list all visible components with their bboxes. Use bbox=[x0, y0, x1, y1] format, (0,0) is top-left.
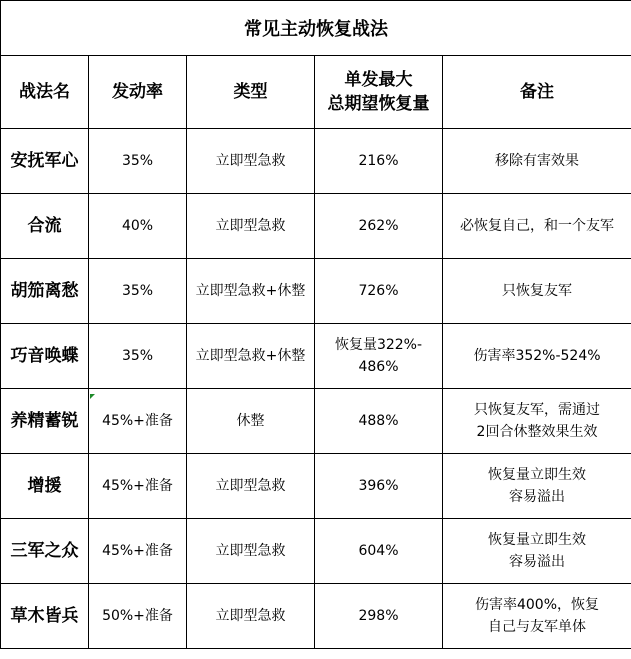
cell-type: 立即型急救 bbox=[187, 129, 315, 194]
table-row bbox=[1, 259, 631, 324]
cell-tactic-name: 合流 bbox=[1, 194, 89, 259]
cell-trigger-rate: 35% bbox=[89, 324, 187, 389]
cell-trigger-rate: 45%+准备 bbox=[89, 389, 187, 454]
cell-type: 立即型急救+休整 bbox=[187, 324, 315, 389]
header-notes: 备注 bbox=[443, 56, 631, 129]
cell-note: 必恢复自己，和一个友军 bbox=[443, 194, 631, 259]
cell-max-recovery: 262% bbox=[315, 194, 443, 259]
header-type: 类型 bbox=[187, 56, 315, 129]
cell-note: 伤害率400%，恢复 自己与友军单体 bbox=[443, 584, 631, 649]
cell-trigger-rate: 45%+准备 bbox=[89, 454, 187, 519]
cell-tactic-name: 增援 bbox=[1, 454, 89, 519]
cell-type: 立即型急救 bbox=[187, 584, 315, 649]
cell-type: 立即型急救+休整 bbox=[187, 259, 315, 324]
table-title: 常见主动恢复战法 bbox=[1, 1, 631, 56]
cell-max-recovery: 216% bbox=[315, 129, 443, 194]
cell-type: 立即型急救 bbox=[187, 194, 315, 259]
table-row bbox=[1, 584, 631, 649]
table-row bbox=[1, 519, 631, 584]
cell-tactic-name: 养精蓄锐 bbox=[1, 389, 89, 454]
cell-trigger-rate: 45%+准备 bbox=[89, 519, 187, 584]
table-row bbox=[1, 194, 631, 259]
cell-note: 只恢复友军，需通过 2回合休整效果生效 bbox=[443, 389, 631, 454]
cell-tactic-name: 巧音唤蝶 bbox=[1, 324, 89, 389]
table-row bbox=[1, 324, 631, 389]
cell-tactic-name: 胡笳离愁 bbox=[1, 259, 89, 324]
cell-comment-marker bbox=[90, 394, 95, 399]
cell-max-recovery: 604% bbox=[315, 519, 443, 584]
header-trigger-rate: 发动率 bbox=[89, 56, 187, 129]
header-row bbox=[1, 56, 631, 129]
cell-max-recovery: 恢复量322%- 486% bbox=[315, 324, 443, 389]
title-row bbox=[1, 1, 631, 56]
cell-trigger-rate: 40% bbox=[89, 194, 187, 259]
cell-max-recovery: 396% bbox=[315, 454, 443, 519]
cell-note: 只恢复友军 bbox=[443, 259, 631, 324]
cell-max-recovery: 726% bbox=[315, 259, 443, 324]
table-row bbox=[1, 129, 631, 194]
cell-max-recovery: 488% bbox=[315, 389, 443, 454]
cell-tactic-name: 安抚军心 bbox=[1, 129, 89, 194]
header-tactic-name: 战法名 bbox=[1, 56, 89, 129]
cell-tactic-name: 草木皆兵 bbox=[1, 584, 89, 649]
cell-type: 休整 bbox=[187, 389, 315, 454]
header-max-recovery: 单发最大 总期望恢复量 bbox=[315, 56, 443, 129]
table-row bbox=[1, 454, 631, 519]
cell-type: 立即型急救 bbox=[187, 454, 315, 519]
cell-type: 立即型急救 bbox=[187, 519, 315, 584]
cell-note: 伤害率352%-524% bbox=[443, 324, 631, 389]
cell-tactic-name: 三军之众 bbox=[1, 519, 89, 584]
cell-max-recovery: 298% bbox=[315, 584, 443, 649]
cell-trigger-rate: 35% bbox=[89, 259, 187, 324]
cell-note: 恢复量立即生效 容易溢出 bbox=[443, 454, 631, 519]
cell-note: 移除有害效果 bbox=[443, 129, 631, 194]
table-row bbox=[1, 389, 631, 454]
cell-trigger-rate: 35% bbox=[89, 129, 187, 194]
cell-trigger-rate: 50%+准备 bbox=[89, 584, 187, 649]
cell-note: 恢复量立即生效 容易溢出 bbox=[443, 519, 631, 584]
